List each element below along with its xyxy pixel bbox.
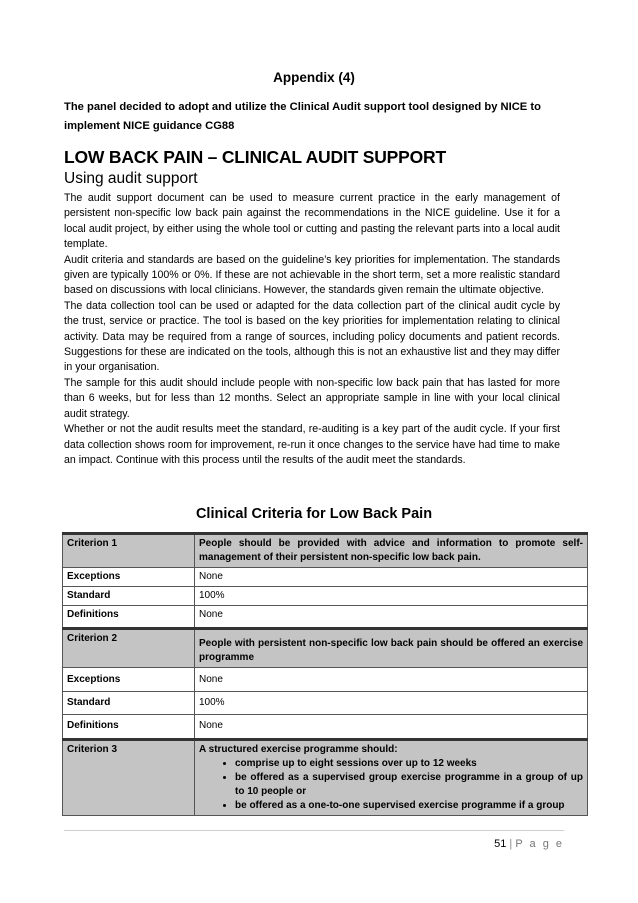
definitions-label: Definitions	[63, 606, 195, 629]
page-number: 51	[494, 838, 507, 850]
paragraph: Whether or not the audit results meet the standard, re-auditing is a key part of the audit cycle. If your first data collection shows room for improvement, re-run it once changes to the service have had time to make an impact. Continue with this process until the results of the audit meet the standards.	[64, 423, 560, 466]
intro-paragraph: The panel decided to adopt and utilize the Clinical Audit support tool designed by NICE to implement NICE guidance CG88	[64, 101, 541, 132]
definitions-row	[63, 715, 588, 740]
footer-divider	[64, 830, 564, 831]
standard-label: Standard	[63, 692, 195, 715]
definitions-label: Definitions	[63, 715, 195, 740]
exceptions-label: Exceptions	[63, 668, 195, 692]
page-footer	[494, 838, 564, 850]
standard-row	[63, 692, 588, 715]
criterion-text: A structured exercise programme should:	[199, 744, 398, 755]
exceptions-value: None	[195, 668, 588, 692]
criterion-label: Criterion 1	[63, 534, 195, 568]
criterion-label: Criterion 2	[63, 629, 195, 668]
definitions-row	[63, 606, 588, 629]
exceptions-row	[63, 668, 588, 692]
criterion-row	[63, 534, 588, 568]
main-title: LOW BACK PAIN – CLINICAL AUDIT SUPPORT	[64, 147, 446, 167]
section-subtitle: Using audit support	[64, 170, 198, 187]
bullet-item: • be offered as a one-to-one supervised exercise programme if a group	[235, 799, 583, 813]
criterion-row	[63, 740, 588, 816]
criterion-content	[195, 740, 588, 816]
exceptions-label: Exceptions	[63, 568, 195, 587]
definitions-value: None	[195, 715, 588, 740]
paragraph: The data collection tool can be used or adapted for the data collection part of the clinical audit cycle by the trust, service or practice. The tool is based on the key priorities for implementation relating to clinical activity. Data may be required from a range of sources, including policy documents and patient records. Suggestions for these are indicated on the tools, although this is not an exhaustive list and they may differ in your organisation.	[64, 299, 560, 374]
body-text	[64, 191, 560, 468]
standard-label: Standard	[63, 587, 195, 606]
standard-row	[63, 587, 588, 606]
definitions-value: None	[195, 606, 588, 629]
criterion-text: People should be provided with advice and information to promote self-management of their persistent non-specific low back pain.	[195, 534, 588, 568]
bullet-item: • be offered as a supervised group exercise programme in a group of up to 10 people or	[235, 771, 583, 799]
exceptions-row	[63, 568, 588, 587]
criteria-table	[62, 532, 588, 816]
standard-value: 100%	[195, 587, 588, 606]
criterion-text: People with persistent non-specific low back pain should be offered an exercise programme	[195, 629, 588, 668]
table-title: Clinical Criteria for Low Back Pain	[195, 506, 433, 522]
bullet-item: • comprise up to eight sessions over up to 12 weeks	[235, 757, 583, 771]
appendix-heading: Appendix (4)	[273, 70, 355, 85]
page-word: P a g e	[515, 838, 564, 850]
criterion-row	[63, 629, 588, 668]
paragraph: The audit support document can be used to measure current practice in the early management of persistent non-specific low back pain against the recommendations in the NICE guideline. Use it for a local audit project, by either using the whole tool or cutting and pasting the relevant parts into a local audit template.	[64, 192, 560, 251]
paragraph: Audit criteria and standards are based on the guideline’s key priorities for implementation. The standards given are typically 100% or 0%. If these are not achievable in the short term, set a more realistic standard based on discussions with local clinicians. However, the standards given remain the ultimate objective.	[64, 253, 560, 297]
exceptions-value: None	[195, 568, 588, 587]
paragraph: The sample for this audit should include people with non-specific low back pain that has lasted for more than 6 weeks, but for less than 12 months. Select an appropriate sample in line with your local clinical audit strategy.	[64, 376, 560, 420]
criterion-bullet-list	[199, 757, 583, 813]
footer-separator: |	[509, 838, 513, 850]
criterion-label: Criterion 3	[63, 740, 195, 816]
standard-value: 100%	[195, 692, 588, 715]
